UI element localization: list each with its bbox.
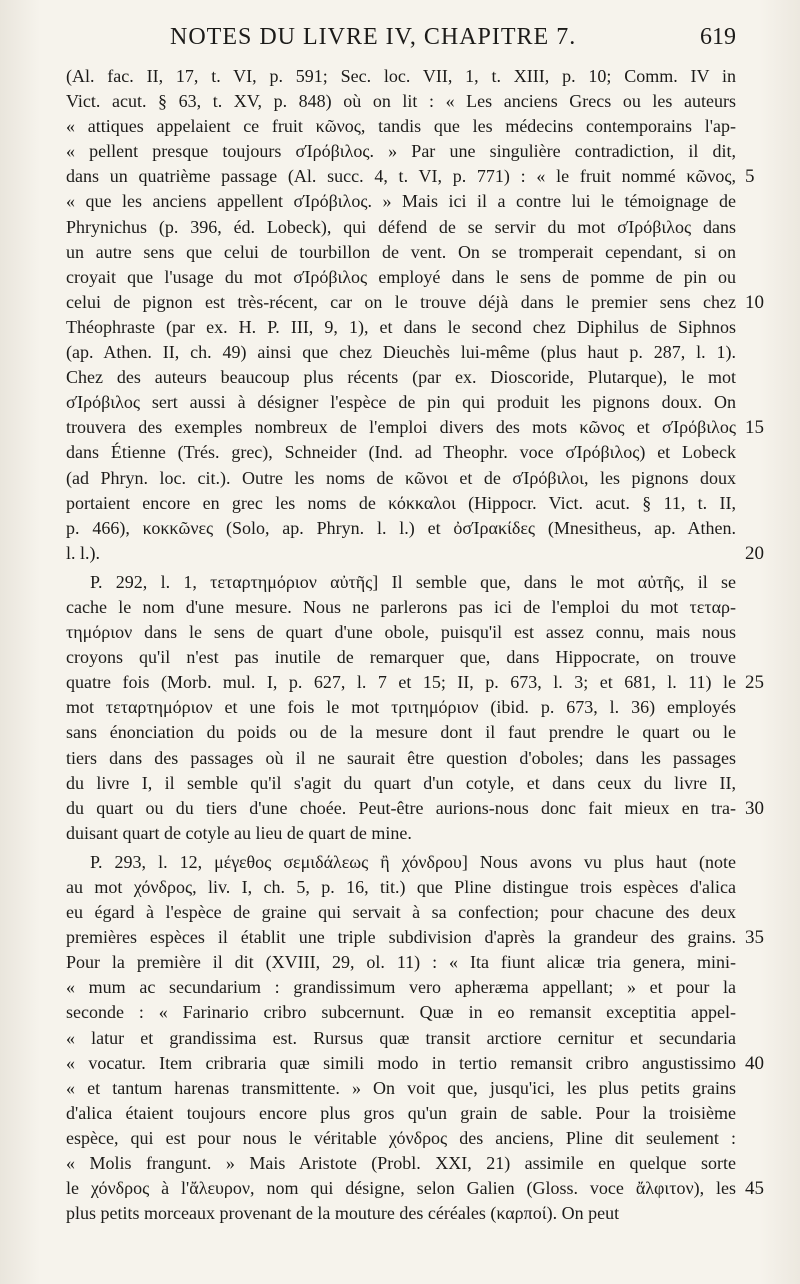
text-line: (Al. fac. II, 17, t. VI, p. 591; Sec. loc. VII, 1, t. XIII, p. 10; Comm. IV in	[66, 66, 736, 86]
margin-line-number: 30	[745, 798, 764, 819]
text-line: P. 292, l. 1, τεταρτημόριον αὐτῆς] Il semble que, dans le mot αὐτῆς, il se	[90, 571, 736, 592]
page-number: 619	[700, 24, 736, 50]
text-line: celui de pignon est très-récent, car on le trouve déjà dans le premier sens chez	[66, 291, 736, 312]
text-line: « latur et grandissima est. Rursus quæ transit arctiore cernitur et secundaria	[66, 1027, 736, 1048]
text-line: « que les anciens appellent σΊρόβιλος. » Mais ici il a contre lui le témoignage de	[66, 191, 736, 212]
text-line: Pour la première il dit (XVIII, 29, ol. 11) : « Ita fiunt alicæ tria genera, mini-	[66, 952, 736, 973]
text-line: seconde : « Farinario cribro subcernunt. Quæ in eo remansit exceptitia appel-	[66, 1002, 736, 1023]
text-line: dans un quatrième passage (Al. succ. 4, t. VI, p. 771) : « le fruit nommé κῶνος,	[66, 166, 736, 187]
text-line: P. 293, l. 12, μέγεθος σεμιδάλεως ἢ χόνδρου] Nous avons vu plus haut (note	[90, 851, 736, 872]
text-line: Théophraste (par ex. H. P. III, 9, 1), et dans le second chez Diphilus de Siphnos	[66, 316, 736, 337]
margin-line-number: 45	[745, 1178, 764, 1199]
text-line: plus petits morceaux provenant de la mouture des céréales (καρποί). On peut	[66, 1203, 620, 1224]
text-line: Vict. acut. § 63, t. XV, p. 848) où on lit : « Les anciens Grecs ou les auteurs	[66, 91, 736, 112]
text-line: mot τεταρτημόριον et une fois le mot τριτημόριον (ibid. p. 673, l. 36) employés	[66, 697, 736, 718]
text-line: (ad Phryn. loc. cit.). Outre les noms de κῶνοι et de σΊρόβιλοι, les pignons doux	[66, 467, 736, 488]
text-line: « et tantum harenas transmittente. » On voit que, jusqu'ici, les plus petits grains	[66, 1077, 736, 1098]
page-header	[70, 20, 736, 60]
text-line: « pellent presque toujours σΊρόβιλος. » Par une singulière contradiction, il dit,	[66, 141, 736, 162]
text-line: du livre I, il semble qu'il s'agit du quart d'un cotyle, et dans ceux du livre II,	[66, 772, 736, 793]
text-line: tiers dans des passages où il ne saurait être question d'oboles; dans les passages	[66, 747, 736, 768]
text-line: dans Étienne (Trés. grec), Schneider (Ind. ad Theophr. voce σΊρόβιλος) et Lobeck	[66, 442, 736, 463]
paragraph	[66, 570, 736, 846]
margin-line-number: 10	[745, 292, 764, 313]
text-line: cache le nom d'une mesure. Nous ne parlerons pas ici de l'emploi du mot τεταρ-	[66, 596, 736, 617]
text-line: p. 466), κοκκῶνες (Solo, ap. Phryn. l. l.) et ὀσΊρακίδες (Mnesitheus, ap. Athen.	[66, 517, 736, 538]
text-line: (ap. Athen. II, ch. 49) ainsi que chez Dieuchès lui-même (plus haut p. 287, l. 1).	[66, 342, 736, 363]
text-line: Chez des auteurs beaucoup plus récents (par ex. Dioscoride, Plutarque), le mot	[66, 367, 736, 388]
text-line: sans énonciation du poids ou de la mesure dont il faut prendre le quart ou le	[66, 722, 736, 743]
text-line: « mum ac secundarium : grandissimum vero apheræma appellant; » et pour la	[66, 977, 736, 998]
text-line: « vocatur. Item cribraria quæ simili modo in tertio remansit cribro angustissimo	[66, 1052, 736, 1073]
margin-line-number: 35	[745, 927, 764, 948]
text-line: du quart ou du tiers d'une choée. Peut-être aurions-nous donc fait mieux en tra-	[66, 797, 736, 818]
text-line: trouvera des exemples nombreux de l'emploi divers des mots κῶνος et σΊρόβιλος	[66, 417, 736, 438]
text-line: Phrynichus (p. 396, éd. Lobeck), qui défend de se servir du mot σΊρόβιλος dans	[66, 216, 736, 237]
text-line: premières espèces il établit une triple subdivision d'après la grandeur des grains.	[66, 927, 736, 948]
running-head: NOTES DU LIVRE IV, CHAPITRE 7.	[170, 24, 577, 50]
text-line: « Molis frangunt. » Mais Aristote (Probl. XXI, 21) assimile en quelque sorte	[66, 1153, 736, 1174]
text-line: d'alica étaient toujours encore plus gros qu'un grain de sable. Pour la troisième	[66, 1102, 736, 1123]
text-line: croyons qu'il n'est pas inutile de remarquer que, dans Hippocrate, on trouve	[66, 647, 736, 668]
margin-line-number: 20	[745, 543, 764, 564]
text-line: portaient encore en grec les noms de κόκκαλοι (Hippocr. Vict. acut. § 11, t. II,	[66, 492, 736, 513]
text-line: quatre fois (Morb. mul. I, p. 627, l. 7 et 15; II, p. 673, l. 3; et 681, l. 11) le	[66, 672, 736, 693]
text-line: le χόνδρος à l'ἄλευρον, nom qui désigne, selon Galien (Gloss. voce ἄλφιτον), les	[66, 1178, 736, 1199]
text-line: espèce, qui est pour nous le véritable χόνδρος des anciens, Pline dit seulement :	[66, 1127, 736, 1148]
text-line: au mot χόνδρος, liv. I, ch. 5, p. 16, tit.) que Pline distingue trois espèces d'alica	[66, 877, 736, 897]
paragraph	[66, 850, 736, 1226]
text-line: eu égard à l'espèce de graine qui servait à sa confection; pour chacune des deux	[66, 902, 736, 923]
paragraph	[66, 64, 736, 566]
margin-line-number: 40	[745, 1053, 764, 1074]
body-text	[66, 64, 736, 1226]
text-line: croyait que l'usage du mot σΊρόβιλος employé dans le sens de pomme de pin ou	[66, 266, 736, 287]
text-line: σΊρόβιλος sert aussi à désigner l'espèce de pin qui produit les pignons doux. On	[66, 392, 736, 413]
margin-line-number: 15	[745, 417, 764, 438]
margin-line-number: 25	[745, 672, 764, 693]
text-line: l. l.).	[66, 542, 100, 563]
text-line: τημόριον dans le sens de quart d'une obole, puisqu'il est assez connu, mais nous	[66, 622, 736, 643]
text-line: duisant quart de cotyle au lieu de quart de mine.	[66, 822, 412, 843]
margin-line-number: 5	[745, 166, 755, 187]
text-line: « attiques appelaient ce fruit κῶνος, tandis que les médecins contemporains l'ap-	[66, 116, 736, 137]
text-line: un autre sens que celui de tourbillon de vent. On se tromperait cependant, si on	[66, 241, 736, 262]
